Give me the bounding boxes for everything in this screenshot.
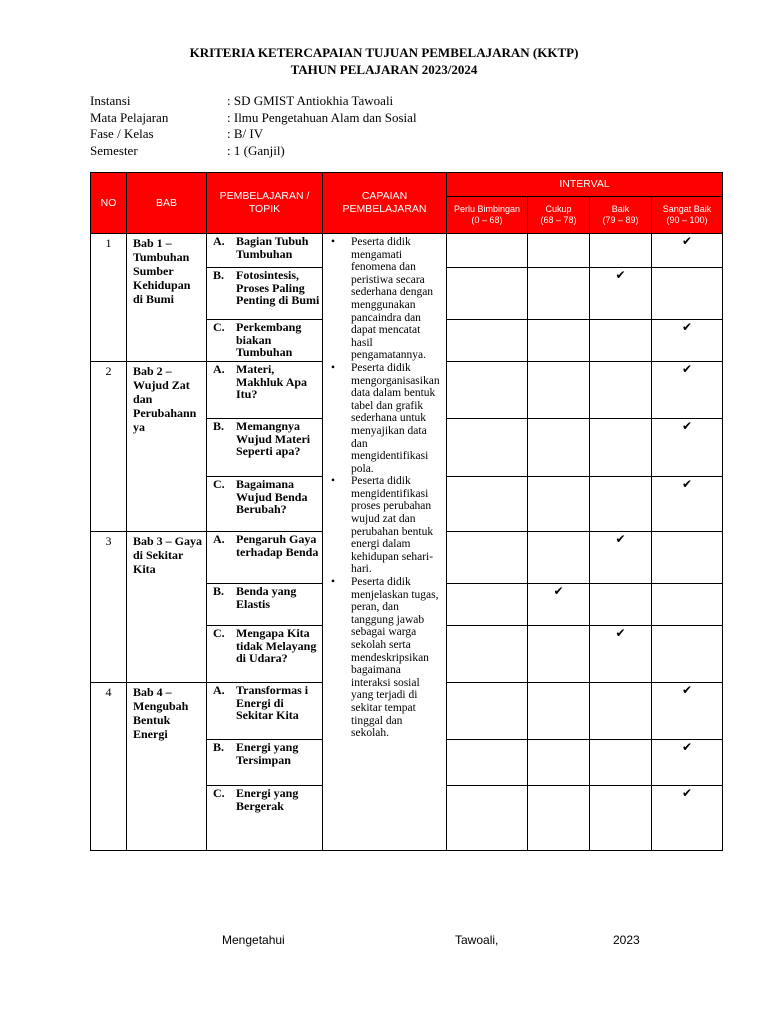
info-value-mapel: : Ilmu Pengetahuan Alam dan Sosial	[227, 110, 417, 125]
cell-interval-baik	[590, 419, 652, 477]
cell-topic	[207, 626, 323, 683]
info-label-fase: Fase / Kelas	[90, 126, 154, 141]
cell-topic	[207, 532, 323, 584]
info-value-instansi: : SD GMIST Antiokhia Tawoali	[227, 93, 394, 108]
footer-mengetahui: Mengetahui	[222, 933, 285, 947]
cell-bab: Bab 2 – Wujud Zat dan Perubahann ya	[127, 362, 207, 532]
header-perlu-label: Perlu Bimbingan	[453, 204, 521, 214]
document-title: KRITERIA KETERCAPAIAN TUJUAN PEMBELAJARAN (KKTP)	[189, 45, 579, 60]
cell-interval-baik	[590, 234, 652, 268]
check-mark-icon: ✔	[681, 320, 693, 334]
cell-interval-perlu	[447, 740, 528, 786]
cell-interval-baik	[590, 320, 652, 362]
topic-letter: B.	[213, 740, 225, 754]
cell-no: 4	[91, 683, 127, 851]
footer-place: Tawoali,	[455, 933, 499, 947]
cell-interval-sangat	[652, 477, 723, 532]
cell-no: 1	[91, 234, 127, 362]
cell-interval-baik	[590, 740, 652, 786]
cell-interval-sangat	[652, 740, 723, 786]
cell-topic	[207, 268, 323, 320]
info-label-mapel: Mata Pelajaran	[90, 110, 169, 125]
topic-text: Fotosintesis, Proses Paling Penting di Bumi	[236, 268, 320, 307]
capaian-item	[329, 475, 443, 576]
capaian-text: Peserta didik mengorganisasikan data dalam bentuk tabel dan grafik sederhana untuk menyajikan data dan mengidentifikasi pola.	[351, 361, 440, 475]
cell-interval-cukup	[528, 740, 590, 786]
topic-letter: B.	[213, 268, 225, 282]
cell-topic	[207, 786, 323, 851]
cell-interval-baik	[590, 786, 652, 851]
check-mark-icon: ✔	[681, 234, 693, 248]
cell-interval-sangat	[652, 626, 723, 683]
cell-interval-sangat	[652, 320, 723, 362]
cell-interval-sangat	[652, 234, 723, 268]
capaian-item	[329, 236, 443, 362]
cell-topic	[207, 320, 323, 362]
check-mark-icon: ✔	[615, 268, 626, 282]
cell-interval-cukup	[528, 419, 590, 477]
info-block	[90, 93, 590, 163]
check-mark-icon: ✔	[553, 584, 564, 598]
cell-interval-baik	[590, 584, 652, 626]
cell-interval-cukup	[528, 786, 590, 851]
cell-capaian	[323, 234, 447, 851]
cell-interval-sangat	[652, 532, 723, 584]
cell-interval-baik	[590, 683, 652, 740]
header-cukup-range: (68 – 78)	[540, 215, 577, 225]
kktp-table	[90, 172, 723, 851]
cell-bab: Bab 4 – Mengubah Bentuk Energi	[127, 683, 207, 851]
info-value-fase: : B/ IV	[227, 126, 264, 141]
cell-interval-cukup	[528, 320, 590, 362]
cell-interval-perlu	[447, 419, 528, 477]
cell-interval-sangat	[652, 683, 723, 740]
cell-topic	[207, 362, 323, 419]
header-capaian: CAPAIAN PEMBELAJARAN	[323, 173, 447, 234]
cell-no: 3	[91, 532, 127, 683]
header-cukup	[528, 197, 590, 234]
cell-interval-perlu	[447, 234, 528, 268]
check-mark-icon: ✔	[615, 532, 626, 546]
cell-no: 2	[91, 362, 127, 532]
capaian-text: Peserta didik mengidentifikasi proses perubahan wujud zat dan perubahan bentuk energi dalam kehidupan sehari-hari.	[351, 475, 434, 576]
cell-interval-baik	[590, 268, 652, 320]
cell-interval-sangat	[652, 362, 723, 419]
cell-interval-cukup	[528, 477, 590, 532]
cell-interval-cukup	[528, 584, 590, 626]
document-subtitle: TAHUN PELAJARAN 2023/2024	[290, 62, 478, 77]
header-sangat-label: Sangat Baik	[662, 204, 712, 214]
header-bab: BAB	[127, 173, 207, 234]
topic-text: Transformas i Energi di Sekitar Kita	[236, 683, 309, 722]
topic-text: Pengaruh Gaya terhadap Benda	[236, 532, 319, 559]
cell-interval-perlu	[447, 786, 528, 851]
topic-text: Energi yang Bergerak	[236, 786, 299, 813]
topic-letter: A.	[213, 234, 225, 248]
topic-text: Memangnya Wujud Materi Seperti apa?	[236, 419, 311, 458]
header-sangat-range: (90 – 100)	[666, 215, 708, 225]
check-mark-icon: ✔	[681, 786, 693, 800]
check-mark-icon: ✔	[681, 740, 693, 754]
topic-text: Mengapa Kita tidak Melayang di Udara?	[236, 626, 317, 665]
cell-topic	[207, 477, 323, 532]
footer-year: 2023	[613, 933, 640, 947]
cell-interval-perlu	[447, 320, 528, 362]
table-row	[91, 234, 723, 268]
cell-interval-perlu	[447, 626, 528, 683]
capaian-text: Peserta didik mengamati fenomena dan peristiwa secara sederhana dengan menggunakan pancaindra dan dapat mencatat hasil pengamatannya.	[351, 236, 434, 362]
cell-topic	[207, 584, 323, 626]
topic-text: Materi, Makhluk Apa Itu?	[236, 362, 308, 401]
check-mark-icon: ✔	[615, 626, 626, 640]
cell-bab: Bab 3 – Gaya di Sekitar Kita	[127, 532, 207, 683]
capaian-text: Peserta didik menjelaskan tugas, peran, dan tanggung jawab sebagai warga sekolah serta mendeskripsikan bagaimana interaksi sosial yang terjadi di sekitar tempat tinggal dan sekolah.	[351, 576, 439, 740]
topic-letter: A.	[213, 683, 225, 697]
topic-letter: C.	[213, 786, 225, 800]
topic-letter: A.	[213, 362, 225, 376]
header-perlu-range: (0 – 68)	[471, 215, 503, 225]
cell-interval-sangat	[652, 584, 723, 626]
cell-topic	[207, 740, 323, 786]
topic-text: Energi yang Tersimpan	[236, 740, 299, 767]
cell-interval-baik	[590, 477, 652, 532]
header-no: NO	[91, 173, 127, 234]
check-mark-icon: ✔	[681, 683, 693, 697]
cell-interval-perlu	[447, 584, 528, 626]
cell-bab: Bab 1 – Tumbuhan Sumber Kehidupan di Bumi	[127, 234, 207, 362]
topic-text: Benda yang Elastis	[236, 584, 297, 611]
topic-letter: B.	[213, 584, 225, 598]
cell-topic	[207, 234, 323, 268]
cell-topic	[207, 683, 323, 740]
topic-text: Bagaimana Wujud Benda Berubah?	[236, 477, 308, 516]
header-baik-label: Baik	[611, 204, 630, 214]
capaian-item	[329, 576, 443, 740]
cell-interval-perlu	[447, 683, 528, 740]
cell-interval-baik	[590, 626, 652, 683]
topic-letter: A.	[213, 532, 225, 546]
cell-interval-perlu	[447, 362, 528, 419]
cell-interval-cukup	[528, 683, 590, 740]
topic-text: Perkembang biakan Tumbuhan	[236, 320, 302, 359]
topic-text: Bagian Tubuh Tumbuhan	[236, 234, 309, 261]
topic-letter: C.	[213, 320, 225, 334]
bullet-icon: •	[331, 361, 336, 374]
check-mark-icon: ✔	[681, 362, 693, 376]
cell-interval-perlu	[447, 268, 528, 320]
cell-interval-cukup	[528, 532, 590, 584]
topic-letter: C.	[213, 626, 225, 640]
cell-interval-baik	[590, 362, 652, 419]
info-label-instansi: Instansi	[90, 93, 131, 108]
capaian-item	[329, 362, 443, 475]
check-mark-icon: ✔	[681, 419, 693, 433]
cell-interval-sangat	[652, 268, 723, 320]
cell-interval-cukup	[528, 268, 590, 320]
header-topik: PEMBELAJARAN / TOPIK	[207, 173, 323, 234]
header-cukup-label: Cukup	[545, 204, 572, 214]
cell-interval-perlu	[447, 532, 528, 584]
cell-interval-baik	[590, 532, 652, 584]
topic-letter: C.	[213, 477, 225, 491]
bullet-icon: •	[331, 576, 336, 589]
cell-interval-cukup	[528, 626, 590, 683]
cell-interval-sangat	[652, 419, 723, 477]
header-baik	[590, 197, 652, 234]
cell-interval-cukup	[528, 362, 590, 419]
check-mark-icon: ✔	[681, 477, 693, 491]
header-perlu	[447, 197, 528, 234]
bullet-icon: •	[331, 236, 336, 248]
bullet-icon: •	[331, 475, 336, 488]
cell-interval-perlu	[447, 477, 528, 532]
info-value-semester: : 1 (Ganjil)	[227, 143, 285, 158]
info-label-semester: Semester	[90, 143, 138, 158]
header-interval: INTERVAL	[447, 173, 723, 197]
header-baik-range: (79 – 89)	[602, 215, 639, 225]
topic-letter: B.	[213, 419, 225, 433]
cell-topic	[207, 419, 323, 477]
header-sangat	[652, 197, 723, 234]
cell-interval-cukup	[528, 234, 590, 268]
cell-interval-sangat	[652, 786, 723, 851]
